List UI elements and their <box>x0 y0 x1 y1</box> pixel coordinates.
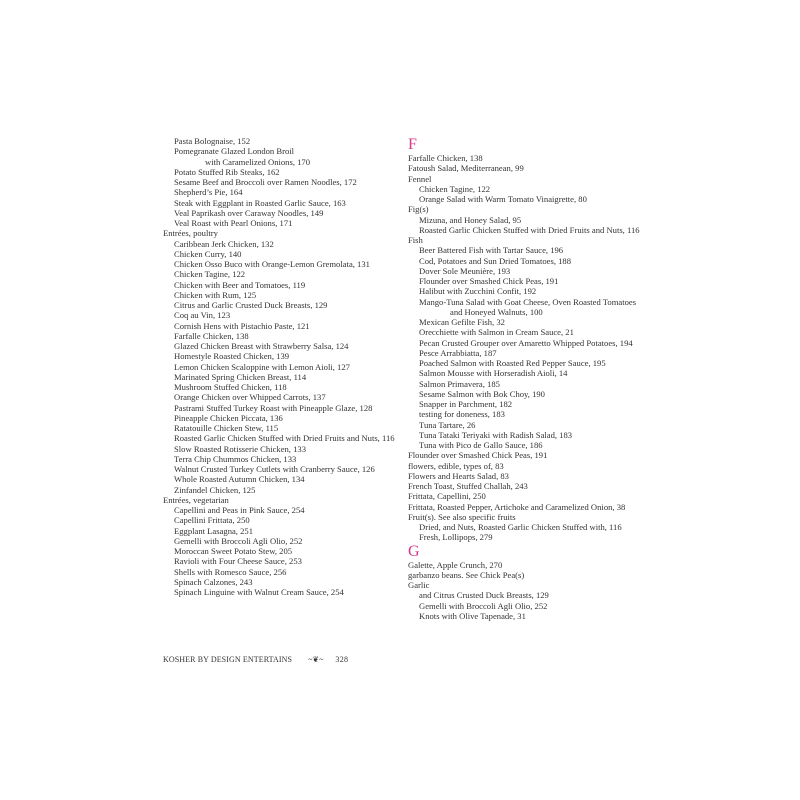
index-sub-entry: Eggplant Lasagna, 251 <box>174 525 253 536</box>
index-sub-entry: Cod, Potatoes and Sun Dried Tomatoes, 188 <box>419 255 572 266</box>
index-sub-entry: Mexican Gefilte Fish, 32 <box>419 317 505 327</box>
index-sub-entry: Coq au Vin, 123 <box>174 310 231 321</box>
index-sub-entry: Mizuna, and Honey Salad, 95 <box>419 214 522 225</box>
index-sub-entry: Ratatouille Chicken Stew, 115 <box>174 423 279 433</box>
index-sub-entry: Fresh, Lollipops, 279 <box>419 532 493 543</box>
page-footer <box>163 655 348 665</box>
index-main-entry: flowers, edible, types of, 83 <box>408 460 504 471</box>
index-sub-entry: Pomegranate Glazed London Broil <box>174 146 295 157</box>
index-sub-entry: Pineapple Chicken Piccata, 136 <box>174 412 283 423</box>
index-sub-entry: Shepherd’s Pie, 164 <box>174 187 243 198</box>
index-sub-entry: Moroccan Sweet Potato Stew, 205 <box>174 546 293 556</box>
index-sub-entry: Farfalle Chicken, 138 <box>174 330 249 341</box>
index-main-entry: Entrées, poultry <box>163 228 218 239</box>
index-sub-entry: Chicken Osso Buco with Orange-Lemon Gremolata, 131 <box>174 259 370 269</box>
index-sub-entry: Slow Roasted Rotisserie Chicken, 133 <box>174 443 306 454</box>
index-sub-entry: Caribbean Jerk Chicken, 132 <box>174 238 274 249</box>
index-sub-entry: Salmon Primavera, 185 <box>419 378 500 389</box>
index-sub-entry: Lemon Chicken Scaloppine with Lemon Aioli, 127 <box>174 361 350 372</box>
index-sub-entry: Tuna with Pico de Gallo Sauce, 186 <box>419 440 543 450</box>
index-sub-entry: Chicken Curry, 140 <box>174 248 242 259</box>
index-sub-entry: Halibut with Zucchini Confit, 192 <box>419 286 537 297</box>
index-sub-entry: Pasta Bolognaise, 152 <box>174 136 251 146</box>
index-main-entry: Frittata, Roasted Pepper, Artichoke and Caramelized Onion, 38 <box>408 501 626 512</box>
index-main-entry: Farfalle Chicken, 138 <box>408 153 483 163</box>
index-letter-heading: F <box>408 136 418 153</box>
index-sub-entry: Spinach Calzones, 243 <box>174 576 253 587</box>
index-sub-entry: Potato Stuffed Rib Steaks, 162 <box>174 166 280 177</box>
index-main-entry: Fish <box>408 235 423 245</box>
index-sub-entry: Pecan Crusted Grouper over Amaretto Whipped Potatoes, 194 <box>419 337 633 348</box>
index-sub-entry: Capellini and Peas in Pink Sauce, 254 <box>174 505 305 515</box>
index-sub-entry: and Honeyed Walnuts, 100 <box>450 306 543 317</box>
index-sub-entry: Orange Chicken over Whipped Carrots, 137 <box>174 392 326 403</box>
index-sub-entry: with Caramelized Onions, 170 <box>205 156 311 167</box>
index-sub-entry: Beer Battered Fish with Tartar Sauce, 196 <box>419 245 564 256</box>
index-sub-entry: Dried, and Nuts, Roasted Garlic Chicken Stuffed with, 116 <box>419 522 622 532</box>
index-sub-entry: Tuna Tataki Teriyaki with Radish Salad, 183 <box>419 429 573 440</box>
index-main-entry: Fatoush Salad, Mediterranean, 99 <box>408 163 524 174</box>
index-main-entry: Entrées, vegetarian <box>163 494 229 505</box>
index-sub-entry: Chicken with Rum, 125 <box>174 289 257 300</box>
index-sub-entry: Whole Roasted Autumn Chicken, 134 <box>174 474 305 485</box>
index-sub-entry: testing for doneness, 183 <box>419 409 505 420</box>
index-sub-entry: Orange Salad with Warm Tomato Vinaigrette, 80 <box>419 194 587 204</box>
index-sub-entry: Zinfandel Chicken, 125 <box>174 484 256 495</box>
index-sub-entry: Gemelli with Broccoli Agli Olio, 252 <box>174 535 303 546</box>
index-main-entry: Fennel <box>408 173 432 184</box>
index-sub-entry: Citrus and Garlic Crusted Duck Breasts, 129 <box>174 300 328 310</box>
index-sub-entry: Mango-Tuna Salad with Goat Cheese, Oven Roasted Tomatoes <box>419 296 637 307</box>
index-sub-entry: Veal Roast with Pearl Onions, 171 <box>174 218 293 228</box>
index-sub-entry: Mushroom Stuffed Chicken, 118 <box>174 382 287 392</box>
footer-book-title: KOSHER BY DESIGN ENTERTAINS <box>163 655 293 664</box>
index-sub-entry: Spinach Linguine with Walnut Cream Sauce, 254 <box>174 587 344 597</box>
index-main-entry: Fig(s) <box>408 204 429 215</box>
index-main-entry: Garlic <box>408 580 430 590</box>
index-sub-entry: Salmon Mousse with Horseradish Aioli, 14 <box>419 368 568 379</box>
index-sub-entry: Snapper in Parchment, 182 <box>419 399 513 409</box>
index-sub-entry: Walnut Crusted Turkey Cutlets with Cranberry Sauce, 126 <box>174 464 375 474</box>
index-sub-entry: Chicken Tagine, 122 <box>419 183 491 194</box>
index-sub-entry: Dover Sole Meunière, 193 <box>419 265 511 276</box>
index-sub-entry: Marinated Spring Chicken Breast, 114 <box>174 371 307 382</box>
index-sub-entry: Poached Salmon with Roasted Red Pepper Sauce, 195 <box>419 358 606 368</box>
index-main-entry: Frittata, Capellini, 250 <box>408 491 486 502</box>
index-sub-entry: Shells with Romesco Sauce, 256 <box>174 566 287 577</box>
index-sub-entry: Veal Paprikash over Caraway Noodles, 149 <box>174 207 324 218</box>
index-sub-entry: Glazed Chicken Breast with Strawberry Salsa, 124 <box>174 341 349 351</box>
index-letter-heading: G <box>408 542 421 560</box>
index-sub-entry: Orecchiette with Salmon in Cream Sauce, 21 <box>419 327 574 338</box>
index-sub-entry: Sesame Salmon with Bok Choy, 190 <box>419 388 545 399</box>
footer-page-number: 328 <box>335 655 349 664</box>
index-sub-entry: Roasted Garlic Chicken Stuffed with Dried Fruits and Nuts, 116 <box>174 433 395 444</box>
index-sub-entry: Sesame Beef and Broccoli over Ramen Noodles, 172 <box>174 177 357 187</box>
index-sub-entry: and Citrus Crusted Duck Breasts, 129 <box>419 590 549 601</box>
index-sub-entry: Flounder over Smashed Chick Peas, 191 <box>419 276 559 286</box>
index-main-entry: Galette, Apple Crunch, 270 <box>408 559 503 570</box>
index-right-column <box>408 136 648 621</box>
index-main-entry: French Toast, Stuffed Challah, 243 <box>408 481 528 491</box>
index-sub-entry: Cornish Hens with Pistachio Paste, 121 <box>174 320 310 331</box>
index-sub-entry: Pesce Arrabbiatta, 187 <box>419 347 497 358</box>
index-sub-entry: Ravioli with Four Cheese Sauce, 253 <box>174 556 302 567</box>
index-sub-entry: Tuna Tartare, 26 <box>419 419 476 430</box>
index-main-entry: Flounder over Smashed Chick Peas, 191 <box>408 450 548 461</box>
index-main-entry: Flowers and Hearts Salad, 83 <box>408 470 509 481</box>
index-main-entry: Fruit(s). See also specific fruits <box>408 511 516 522</box>
index-sub-entry: Steak with Eggplant in Roasted Garlic Sauce, 163 <box>174 197 346 208</box>
index-sub-entry: Homestyle Roasted Chicken, 139 <box>174 351 290 362</box>
index-sub-entry: Gemelli with Broccoli Agli Olio, 252 <box>419 600 548 611</box>
index-sub-entry: Roasted Garlic Chicken Stuffed with Dried Fruits and Nuts, 116 <box>419 224 640 235</box>
index-left-column <box>163 136 393 597</box>
index-sub-entry: Chicken with Beer and Tomatoes, 119 <box>174 279 306 290</box>
index-sub-entry: Capellini Frittata, 250 <box>174 515 250 526</box>
index-sub-entry: Terra Chip Chummos Chicken, 133 <box>174 453 297 464</box>
index-sub-entry: Chicken Tagine, 122 <box>174 269 246 280</box>
index-sub-entry: Knots with Olive Tapenade, 31 <box>419 610 526 621</box>
index-sub-entry: Pastrami Stuffed Turkey Roast with Pineapple Glaze, 128 <box>174 402 373 413</box>
index-main-entry: garbanzo beans. See Chick Pea(s) <box>408 569 525 580</box>
footer-ornament-icon: ~❦~ <box>308 655 324 664</box>
